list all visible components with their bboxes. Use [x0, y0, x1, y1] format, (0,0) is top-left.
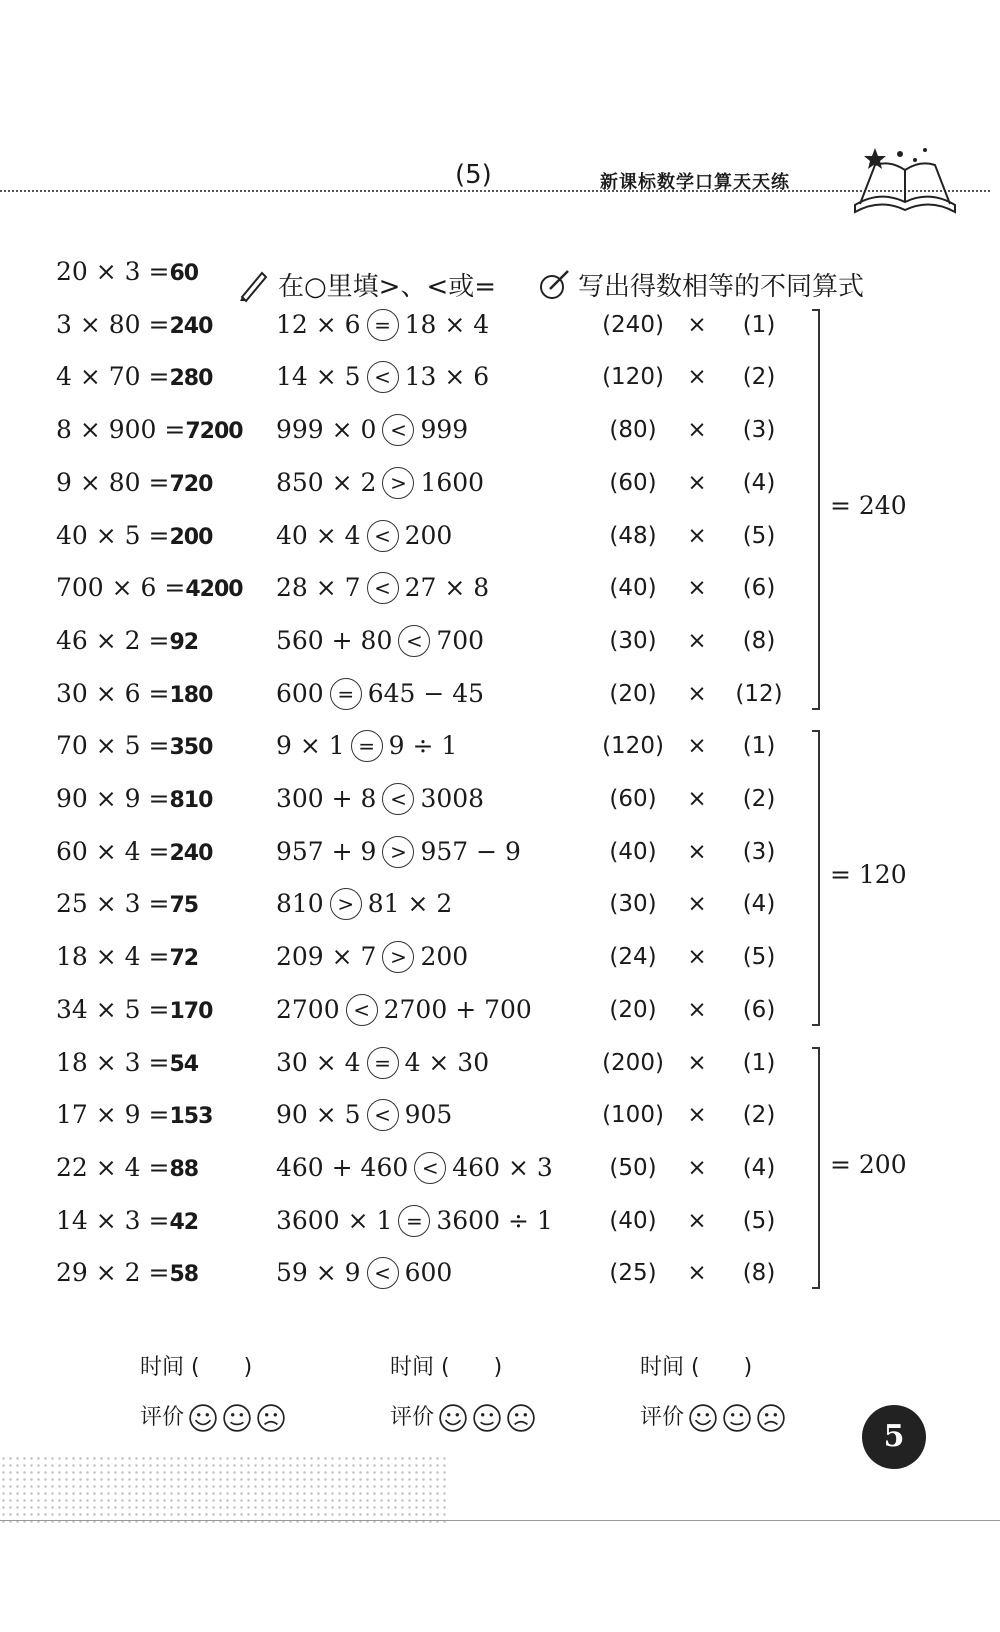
- comparison-left: 40 × 4: [276, 520, 361, 550]
- comparison-right: 1600: [420, 467, 485, 497]
- comparison-item: [276, 568, 489, 608]
- comparison-left: 28 × 7: [276, 573, 361, 603]
- neutral-face-icon: [222, 1403, 252, 1433]
- comparison-right: 13 × 6: [404, 362, 490, 392]
- multiplication-answer: 54: [169, 1051, 199, 1077]
- comparison-item: [276, 779, 484, 819]
- factor-b: (4): [742, 1154, 776, 1181]
- multiplication-item: [56, 357, 212, 397]
- multiplication-answer: 58: [169, 1262, 199, 1288]
- sad-face-icon: [756, 1403, 786, 1433]
- factor-b: (2): [742, 786, 776, 812]
- factor-b: (3): [742, 838, 776, 865]
- comparison-sign-circle: =: [330, 678, 362, 710]
- multiplication-expression: 46 × 2 =: [56, 625, 170, 655]
- comparison-right: 3600 ÷ 1: [436, 1205, 553, 1235]
- multiplication-answer: 153: [169, 1104, 213, 1130]
- comparison-sign-circle: <: [367, 361, 399, 393]
- multiplication-expression: 20 × 3 =: [56, 257, 170, 286]
- factor-pair-item: [594, 621, 814, 661]
- comparison-item: [276, 1201, 553, 1241]
- factor-b: (4): [742, 469, 776, 496]
- section2-heading: [236, 266, 496, 303]
- multiplication-answer: 4200: [185, 577, 243, 603]
- times-sign: ×: [687, 575, 707, 602]
- multiplication-answer: 200: [169, 524, 213, 550]
- factor-a: (25): [609, 1260, 657, 1287]
- comparison-right: 600: [404, 1258, 453, 1288]
- multiplication-item: [56, 516, 212, 556]
- factor-a: (30): [609, 891, 657, 918]
- multiplication-expression: 700 × 6 =: [56, 573, 186, 603]
- factor-a: (50): [609, 1154, 657, 1181]
- comparison-sign-circle: <: [367, 1257, 399, 1289]
- factor-a: (40): [609, 575, 657, 602]
- factor-pair-item: [594, 937, 814, 977]
- comparison-sign-circle: <: [367, 1099, 399, 1131]
- bottom-divider: [0, 1520, 1000, 1521]
- happy-face-icon: [438, 1403, 468, 1433]
- factor-a: (200): [602, 1049, 664, 1076]
- time-label: 时间 ( ): [140, 1355, 253, 1380]
- pencil-icon: [236, 267, 272, 303]
- times-sign: ×: [687, 1049, 707, 1076]
- multiplication-item: [56, 252, 198, 292]
- multiplication-expression: 90 × 9 =: [56, 784, 170, 813]
- multiplication-expression: 18 × 4 =: [56, 942, 170, 972]
- multiplication-item: [56, 726, 212, 766]
- factor-a: (80): [609, 417, 657, 444]
- times-sign: ×: [687, 522, 707, 549]
- multiplication-item: [56, 463, 212, 503]
- times-sign: ×: [687, 417, 707, 444]
- multiplication-expression: 34 × 5 =: [56, 994, 170, 1024]
- factor-a: (120): [602, 733, 664, 760]
- multiplication-answer: 350: [169, 735, 213, 761]
- times-sign: ×: [687, 786, 707, 812]
- factor-pair-item: [594, 726, 814, 766]
- comparison-item: [276, 1095, 452, 1135]
- factor-b: (12): [735, 680, 783, 707]
- comparison-left: 999 × 0: [276, 415, 377, 445]
- times-sign: ×: [687, 627, 707, 654]
- comparison-right: 81 × 2: [367, 889, 453, 919]
- comparison-item: [276, 832, 521, 872]
- factor-pair-item: [594, 357, 814, 397]
- comparison-item: [276, 1148, 553, 1188]
- times-sign: ×: [687, 944, 707, 971]
- neutral-face-icon: [472, 1403, 502, 1433]
- comparison-right: 2700 + 700: [383, 994, 532, 1024]
- factor-b: (1): [742, 311, 776, 338]
- comparison-sign-circle: >: [330, 888, 362, 920]
- multiplication-answer: 180: [169, 682, 213, 708]
- evaluation-row: [390, 1400, 536, 1433]
- comparison-left: 12 × 6: [276, 309, 361, 339]
- multiplication-expression: 60 × 4 =: [56, 836, 170, 866]
- factor-a: (48): [609, 522, 657, 549]
- evaluation-label: 评价: [640, 1405, 685, 1430]
- comparison-sign-circle: <: [367, 520, 399, 552]
- comparison-left: 850 × 2: [276, 467, 377, 497]
- multiplication-expression: 29 × 2 =: [56, 1258, 170, 1288]
- times-sign: ×: [687, 891, 707, 918]
- comparison-sign-circle: <: [382, 783, 414, 815]
- multiplication-item: [56, 1253, 198, 1293]
- multiplication-item: [56, 779, 212, 819]
- time-label: 时间 ( ): [640, 1355, 753, 1380]
- comparison-item: [276, 884, 452, 924]
- multiplication-expression: 8 × 900 =: [56, 415, 186, 445]
- group-bracket: [818, 309, 820, 710]
- factor-pair-item: [594, 463, 814, 503]
- multiplication-item: [56, 832, 212, 872]
- comparison-sign-circle: =: [398, 1205, 430, 1237]
- time-label: 时间 ( ): [390, 1355, 503, 1380]
- factor-pair-item: [594, 1043, 814, 1083]
- comparison-right: 27 × 8: [404, 573, 490, 603]
- comparison-sign-circle: <: [346, 994, 378, 1026]
- multiplication-answer: 92: [169, 629, 199, 655]
- comparison-sign-circle: =: [367, 1047, 399, 1079]
- comparison-sign-circle: <: [382, 414, 414, 446]
- group-bracket: [818, 1047, 820, 1290]
- comparison-left: 209 × 7: [276, 942, 377, 972]
- multiplication-item: [56, 1095, 212, 1135]
- factor-a: (120): [602, 364, 664, 391]
- comparison-right: 645 − 45: [367, 678, 485, 708]
- multiplication-answer: 810: [169, 788, 213, 813]
- comparison-left: 9 × 1: [276, 731, 345, 761]
- multiplication-answer: 280: [169, 366, 213, 392]
- factor-b: (3): [742, 417, 776, 444]
- writing-hand-icon: [536, 267, 572, 303]
- times-sign: ×: [687, 1260, 707, 1287]
- comparison-sign-circle: =: [367, 309, 399, 341]
- factor-pair-item: [594, 568, 814, 608]
- factor-pair-item: [594, 1253, 814, 1293]
- times-sign: ×: [687, 996, 707, 1023]
- multiplication-expression: 70 × 5 =: [56, 731, 170, 761]
- evaluation-label: 评价: [140, 1405, 185, 1430]
- comparison-item: [276, 1043, 489, 1083]
- section-number: (5): [455, 160, 492, 190]
- evaluation-row: [640, 1400, 786, 1433]
- factor-a: (24): [609, 944, 657, 971]
- comparison-sign-circle: >: [382, 941, 414, 973]
- multiplication-item: [56, 568, 243, 608]
- comparison-left: 300 + 8: [276, 784, 377, 813]
- factor-a: (100): [602, 1102, 664, 1129]
- factor-a: (30): [609, 627, 657, 654]
- comparison-left: 59 × 9: [276, 1258, 361, 1288]
- factor-b: (2): [742, 364, 776, 391]
- multiplication-item: [56, 621, 198, 661]
- book-title: 新课标数学口算天天练: [600, 172, 790, 193]
- comparison-right: 3008: [420, 784, 485, 813]
- comparison-right: 18 × 4: [404, 309, 490, 339]
- comparison-item: [276, 410, 468, 450]
- comparison-left: 460 + 460: [276, 1152, 409, 1182]
- comparison-right: 9 ÷ 1: [388, 731, 458, 761]
- factor-pair-item: [594, 1095, 814, 1135]
- comparison-sign-circle: =: [351, 730, 383, 762]
- comparison-left: 90 × 5: [276, 1100, 361, 1130]
- multiplication-expression: 18 × 3 =: [56, 1047, 170, 1077]
- factor-pair-item: [594, 305, 814, 345]
- multiplication-answer: 240: [169, 840, 213, 866]
- comparison-right: 999: [420, 415, 469, 445]
- multiplication-answer: 240: [169, 313, 213, 339]
- multiplication-expression: 22 × 4 =: [56, 1152, 170, 1182]
- factor-b: (4): [742, 891, 776, 918]
- multiplication-answer: 72: [169, 946, 199, 972]
- evaluation-label: 评价: [390, 1405, 435, 1430]
- times-sign: ×: [687, 1207, 707, 1234]
- evaluation-row: [140, 1400, 286, 1433]
- comparison-sign-circle: <: [367, 572, 399, 604]
- group-result: = 120: [830, 860, 907, 890]
- times-sign: ×: [687, 1154, 707, 1181]
- multiplication-answer: 720: [169, 471, 213, 497]
- times-sign: ×: [687, 469, 707, 496]
- comparison-item: [276, 357, 489, 397]
- times-sign: ×: [687, 364, 707, 391]
- factor-a: (60): [609, 469, 657, 496]
- comparison-right: 200: [404, 520, 453, 550]
- factor-pair-item: [594, 516, 814, 556]
- factor-pair-item: [594, 1201, 814, 1241]
- comparison-sign-circle: >: [382, 467, 414, 499]
- factor-pair-item: [594, 779, 814, 819]
- factor-a: (40): [609, 838, 657, 865]
- times-sign: ×: [687, 733, 707, 760]
- times-sign: ×: [687, 311, 707, 338]
- multiplication-answer: 75: [169, 893, 199, 919]
- section2-title: 在○里填>、<或=: [278, 272, 497, 302]
- page-number-badge: 5: [862, 1405, 926, 1469]
- factor-b: (1): [742, 1049, 776, 1076]
- multiplication-item: [56, 990, 212, 1030]
- multiplication-item: [56, 674, 212, 714]
- comparison-left: 3600 × 1: [276, 1205, 393, 1235]
- factor-a: (20): [609, 680, 657, 707]
- factor-b: (8): [742, 1260, 776, 1287]
- factor-b: (6): [742, 996, 776, 1023]
- multiplication-expression: 9 × 80 =: [56, 467, 170, 497]
- factor-b: (5): [742, 1207, 776, 1234]
- comparison-item: [276, 516, 452, 556]
- comparison-left: 810: [276, 889, 324, 919]
- comparison-item: [276, 674, 484, 714]
- comparison-right: 4 × 30: [404, 1047, 490, 1077]
- happy-face-icon: [688, 1403, 718, 1433]
- comparison-sign-circle: <: [398, 625, 430, 657]
- factor-a: (20): [609, 996, 657, 1023]
- multiplication-expression: 14 × 3 =: [56, 1205, 170, 1235]
- multiplication-answer: 60: [169, 261, 199, 286]
- multiplication-item: [56, 305, 212, 345]
- multiplication-item: [56, 410, 243, 450]
- multiplication-answer: 88: [169, 1156, 199, 1182]
- comparison-left: 600: [276, 678, 324, 708]
- factor-b: (8): [742, 627, 776, 654]
- factor-b: (5): [742, 522, 776, 549]
- multiplication-expression: 40 × 5 =: [56, 520, 170, 550]
- times-sign: ×: [687, 838, 707, 865]
- comparison-item: [276, 621, 484, 661]
- neutral-face-icon: [722, 1403, 752, 1433]
- comparison-item: [276, 990, 532, 1030]
- comparison-item: [276, 305, 489, 345]
- multiplication-expression: 30 × 6 =: [56, 678, 170, 708]
- multiplication-expression: 3 × 80 =: [56, 309, 170, 339]
- comparison-right: 905: [404, 1100, 453, 1130]
- factor-pair-item: [594, 410, 814, 450]
- factor-pair-item: [594, 674, 814, 714]
- factor-pair-item: [594, 832, 814, 872]
- header-divider: [0, 190, 990, 192]
- comparison-item: [276, 937, 468, 977]
- factor-b: (6): [742, 575, 776, 602]
- comparison-item: [276, 463, 484, 503]
- section3-title: 写出得数相等的不同算式: [578, 272, 865, 302]
- multiplication-expression: 25 × 3 =: [56, 889, 170, 919]
- comparison-left: 560 + 80: [276, 625, 393, 655]
- comparison-right: 200: [420, 942, 469, 972]
- multiplication-item: [56, 1148, 198, 1188]
- factor-pair-item: [594, 884, 814, 924]
- comparison-right: 700: [436, 625, 485, 655]
- comparison-item: [276, 726, 457, 766]
- group-result: = 200: [830, 1149, 907, 1179]
- factor-a: (40): [609, 1207, 657, 1234]
- comparison-left: 30 × 4: [276, 1047, 361, 1077]
- decorative-speckle: [0, 1455, 450, 1527]
- factor-a: (240): [602, 311, 664, 338]
- multiplication-expression: 4 × 70 =: [56, 362, 170, 392]
- factor-pair-item: [594, 1148, 814, 1188]
- comparison-sign-circle: >: [382, 836, 414, 868]
- comparison-right: 957 − 9: [420, 836, 521, 866]
- multiplication-answer: 42: [169, 1209, 199, 1235]
- comparison-item: [276, 1253, 452, 1293]
- comparison-right: 460 × 3: [452, 1152, 553, 1182]
- factor-a: (60): [609, 786, 657, 812]
- book-logo-icon: [845, 140, 965, 220]
- group-result: = 240: [830, 491, 907, 521]
- multiplication-item: [56, 884, 198, 924]
- times-sign: ×: [687, 1102, 707, 1129]
- multiplication-item: [56, 1201, 198, 1241]
- factor-b: (5): [742, 944, 776, 971]
- multiplication-item: [56, 937, 198, 977]
- factor-b: (2): [742, 1102, 776, 1129]
- sad-face-icon: [506, 1403, 536, 1433]
- factor-pair-item: [594, 990, 814, 1030]
- multiplication-answer: 7200: [185, 419, 243, 445]
- section3-heading: [536, 266, 864, 303]
- comparison-left: 957 + 9: [276, 836, 377, 866]
- sad-face-icon: [256, 1403, 286, 1433]
- factor-b: (1): [742, 733, 776, 760]
- comparison-sign-circle: <: [414, 1152, 446, 1184]
- happy-face-icon: [188, 1403, 218, 1433]
- multiplication-item: [56, 1043, 198, 1083]
- group-bracket: [818, 730, 820, 1026]
- multiplication-answer: 170: [169, 998, 213, 1024]
- comparison-left: 2700: [276, 994, 340, 1024]
- times-sign: ×: [687, 680, 707, 707]
- comparison-left: 14 × 5: [276, 362, 361, 392]
- multiplication-expression: 17 × 9 =: [56, 1100, 170, 1130]
